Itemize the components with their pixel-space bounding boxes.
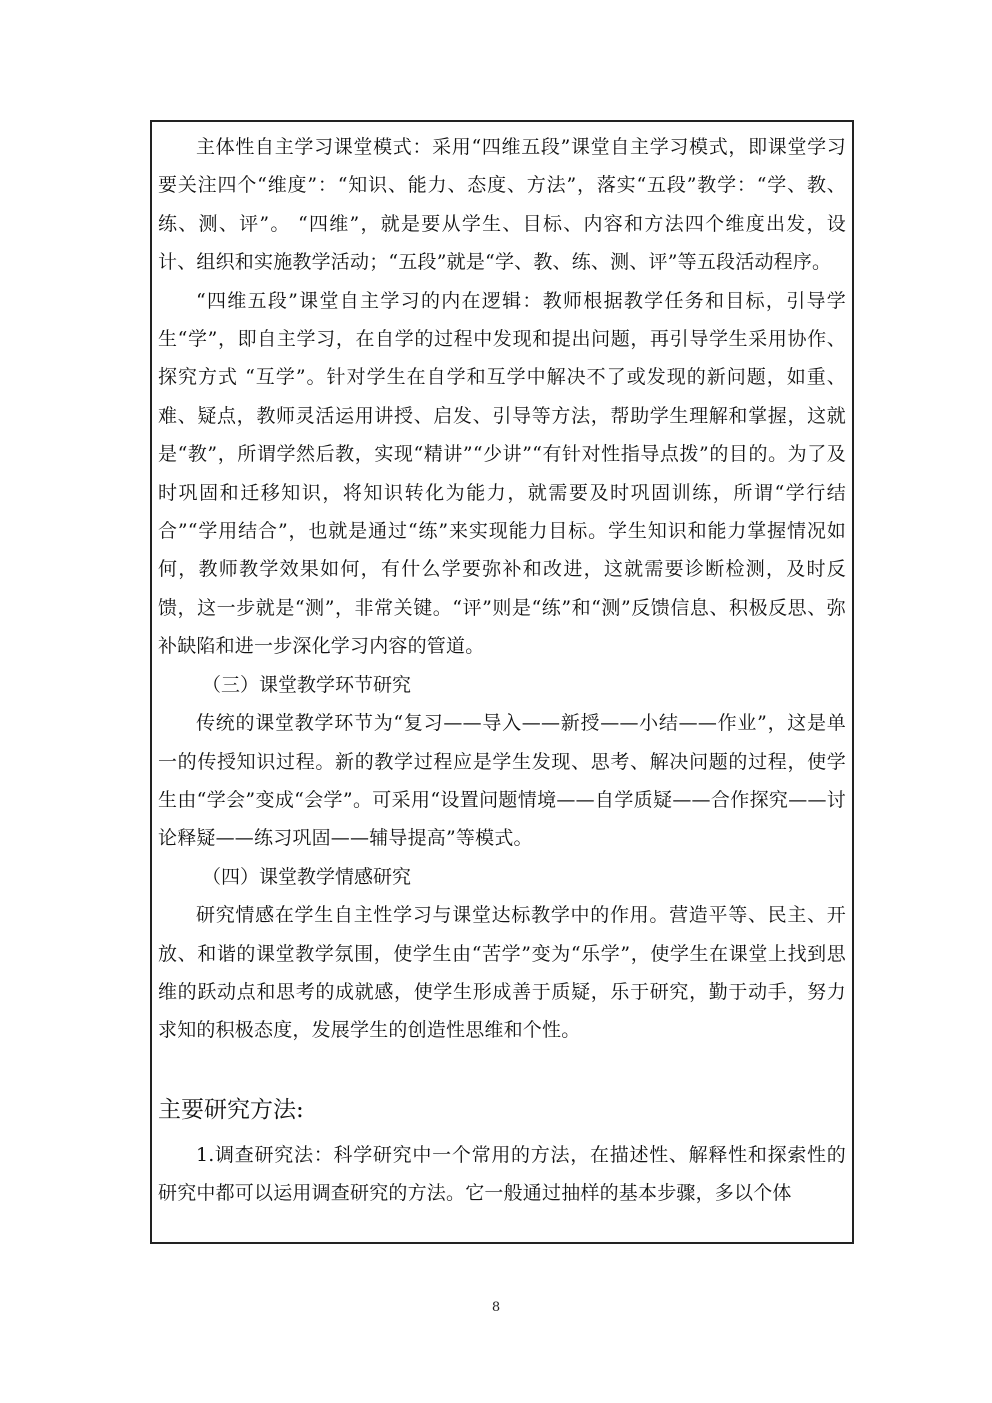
methods-heading: 主要研究方法: <box>158 1096 304 1123</box>
spacer <box>158 1050 846 1088</box>
paragraph-teaching-steps: 传统的课堂教学环节为“复习——导入——新授——小结——作业”，这是单一的传授知识过程。新的教学过程应是学生发现、思考、解决问题的过程，使学生由“学会”变成“会学”。可采用“设置问题情境——自学质疑——合作探究——讨论释疑——练习巩固——辅导提高”等模式。 <box>158 712 846 850</box>
paragraph-survey-method: 1.调查研究法：科学研究中一个常用的方法，在描述性、解释性和探索性的研究中都可以运用调查研究的方法。它一般通过抽样的基本步骤，多以个体 <box>158 1143 846 1205</box>
section-heading-teaching-emotion: （四）课堂教学情感研究 <box>202 865 412 888</box>
page-content <box>158 128 846 1213</box>
page-number: 8 <box>491 1300 501 1315</box>
paragraph-teaching-emotion: 研究情感在学生自主性学习与课堂达标教学中的作用。营造平等、民主、开放、和谐的课堂教学氛围，使学生由“苦学”变为“乐学”，使学生在课堂上找到思维的跃动点和思考的成就感，使学生形成善于质疑，乐于研究，勤于动手，努力求知的积极态度，发展学生的创造性思维和个性。 <box>158 904 846 1042</box>
section-heading-teaching-steps: （三）课堂教学环节研究 <box>202 673 412 696</box>
paragraph-inner-logic: “四维五段”课堂自主学习的内在逻辑：教师根据教学任务和目标，引导学生“学”，即自主学习，在自学的过程中发现和提出问题，再引导学生采用协作、探究方式 “互学”。针对学生在自学和互学中解决不了或发现的新问题，如重、难、疑点，教师灵活运用讲授、启发、引导等方法，帮助学生理解和掌握，这就是“教”，所谓学然后教，实现“精讲”“少讲”“有针对性指导点拨”的目的。为了及时巩固和迁移知识，将知识转化为能力，就需要及时巩固训练，所谓“学行结合”“学用结合”，也就是通过“练”来实现能力目标。学生知识和能力掌握情况如何，教师教学效果如何，有什么学要弥补和改进，这就需要诊断检测，及时反馈，这一步就是“测”，非常关键。“评”则是“练”和“测”反馈信息、积极反思、弥补缺陷和进一步深化学习内容的管道。 <box>158 289 846 658</box>
paragraph-autonomous-learning-model: 主体性自主学习课堂模式：采用“四维五段”课堂自主学习模式，即课堂学习要关注四个“维度”：“知识、能力、态度、方法”，落实“五段”教学：“学、教、练、测、评”。 “四维”，就是要从学生、目标、内容和方法四个维度出发，设计、组织和实施教学活动；“五段”就是“学、教、练、测、评”等五段活动程序。 <box>158 136 846 274</box>
